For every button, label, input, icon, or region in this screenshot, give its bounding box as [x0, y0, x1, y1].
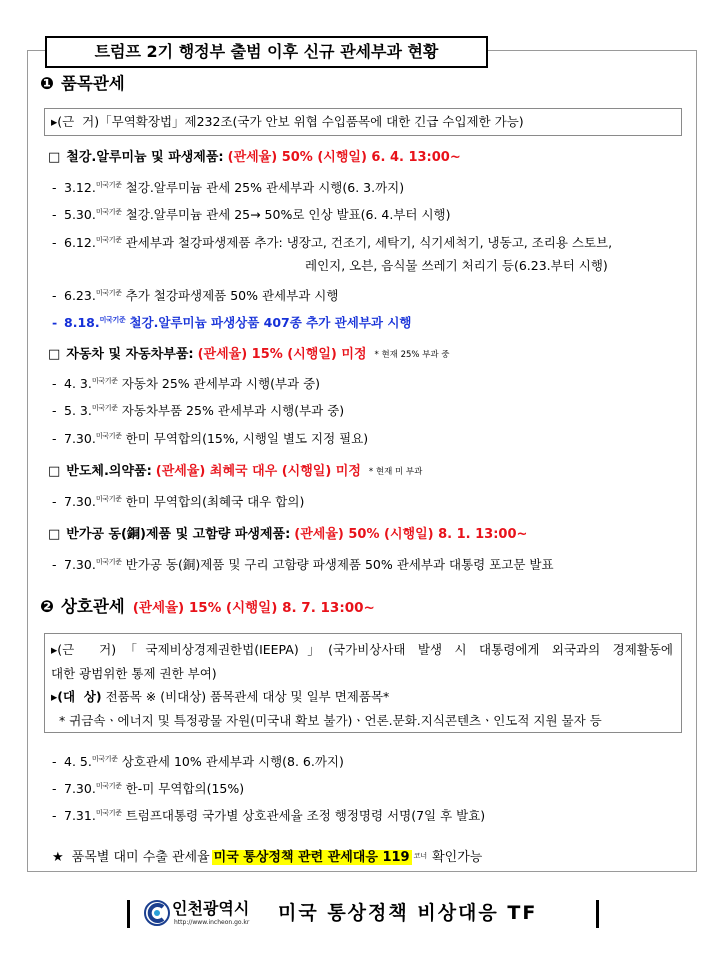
item-text: 트럼프대통령 국가별 상호관세율 조정 행정명령 서명(7일 후 발효) — [125, 808, 486, 823]
timeline-item — [52, 371, 320, 391]
org-url[interactable]: http://www.incheon.go.kr — [174, 919, 250, 926]
timeline-item — [52, 776, 244, 796]
star-icon: ★ — [52, 850, 64, 865]
item-text: 추가 철강파생제품 50% 관세부과 시행 — [125, 288, 339, 303]
notice-text: 품목별 대미 수출 관세율 — [71, 850, 210, 865]
footnote: * 귀금속ㆍ에너지 및 특정광물 자원(미국내 확보 불가)ㆍ언론.문화.지식콘텐츠ㆍ인도적 지원 물자 등 — [59, 713, 602, 728]
group-rate: (관세율) 15% (시행일) 미정 — [197, 347, 367, 362]
timeline-item — [52, 230, 612, 250]
group-header-steel — [48, 148, 461, 168]
group-note: * 현재 미 부과 — [368, 467, 423, 477]
checkbox-bullet-icon: □ — [48, 347, 61, 362]
checkbox-bullet-icon: □ — [48, 527, 61, 542]
timeline-item-highlighted — [52, 310, 411, 330]
item-date: 6.12. — [64, 235, 96, 250]
triangle-marker-icon: ▸ — [51, 114, 58, 129]
item-date: 5. 3. — [64, 403, 92, 418]
date-basis: 미국기준 — [95, 432, 122, 440]
list-marker: - — [52, 315, 58, 330]
section-rate: (관세율) 15% (시행일) 8. 7. 13:00~ — [132, 600, 375, 616]
list-marker: - — [52, 376, 57, 391]
item-date: 6.23. — [64, 288, 96, 303]
basis-text: 「국제비상경제권한법(IEEPA)」(국가비상사태 발생 시 대통령에게 외국과의 경제활동에 — [116, 642, 673, 657]
timeline-item — [52, 202, 451, 222]
item-date: 8.18. — [64, 315, 100, 330]
basis-line-1 — [51, 640, 673, 660]
basis-label: (근 거) — [57, 642, 117, 657]
page-title: 트럼프 2기 행정부 출범 이후 신규 관세부과 현황 — [45, 36, 488, 68]
date-basis: 미국기준 — [95, 782, 122, 790]
item-date: 7.30. — [64, 431, 96, 446]
timeline-item-continuation: 레인지, 오븐, 음식물 쓰레기 처리기 등(6.23.부터 시행) — [305, 258, 608, 273]
item-date: 7.30. — [64, 557, 96, 572]
list-marker: - — [52, 781, 57, 796]
item-text: 관세부과 철강파생제품 추가: 냉장고, 건조기, 세탁기, 식기세척기, 냉동고, 조리용 스토브, — [125, 235, 613, 250]
list-marker: - — [52, 403, 57, 418]
list-marker: - — [52, 431, 57, 446]
group-note: * 현재 25% 부과 중 — [374, 350, 450, 360]
timeline-item — [52, 552, 554, 572]
item-text: 반가공 동(銅)제품 및 구리 고함량 파생제품 50% 관세부과 대통령 포고문 발표 — [125, 557, 554, 572]
timeline-item — [52, 175, 404, 195]
target-line — [51, 687, 389, 707]
date-basis: 미국기준 — [95, 495, 122, 503]
timeline-item — [52, 426, 368, 446]
item-text: 자동차 25% 관세부과 시행(부과 중) — [121, 376, 321, 391]
item-text: 한미 무역합의(15%, 시행일 별도 지정 필요) — [125, 431, 369, 446]
item-text: 한미 무역합의(최혜국 대우 합의) — [125, 494, 305, 509]
date-basis: 미국기준 — [91, 377, 118, 385]
section-title: 품목관세 — [60, 74, 125, 93]
incheon-logo-icon — [144, 900, 170, 926]
task-force-name: 미국 통상정책 비상대응 TF — [278, 902, 538, 924]
list-marker: - — [52, 494, 57, 509]
date-basis: 미국기준 — [95, 236, 122, 244]
group-rate: (관세율) 최혜국 대우 (시행일) 미정 — [155, 464, 361, 479]
date-basis: 미국기준 — [95, 809, 122, 817]
triangle-marker-icon: ▸ — [51, 689, 58, 704]
list-marker: - — [52, 180, 57, 195]
timeline-item — [52, 803, 485, 823]
timeline-item — [52, 489, 304, 509]
item-date: 7.30. — [64, 494, 96, 509]
reciprocal-basis-box — [44, 633, 682, 733]
timeline-item — [52, 283, 338, 303]
date-basis: 미국기준 — [95, 208, 122, 216]
basis-line-2: 대한 광범위한 통제 권한 부여) — [51, 666, 217, 681]
item-date: 7.31. — [64, 808, 96, 823]
date-basis: 미국기준 — [99, 316, 126, 324]
group-rate: (관세율) 50% (시행일) 6. 4. 13:00~ — [227, 150, 461, 165]
footer-right-bar — [596, 900, 599, 928]
section-number: ❷ — [40, 597, 54, 616]
target-text: 전품목 ※ (비대상) 품목관세 대상 및 일부 면제품목* — [105, 689, 390, 704]
item-text: 철강.알루미늄 관세 25% 관세부과 시행(6. 3.까지) — [125, 180, 405, 195]
item-text: 철강.알루미늄 파생상품 407종 추가 관세부과 시행 — [129, 315, 412, 330]
date-basis: 미국기준 — [91, 404, 118, 412]
legal-basis-line — [51, 112, 524, 132]
group-rate: (관세율) 50% (시행일) 8. 1. 13:00~ — [294, 527, 528, 542]
item-text: 철강.알루미늄 관세 25→ 50%로 인상 발표(6. 4.부터 시행) — [125, 207, 451, 222]
group-header-copper — [48, 525, 527, 545]
timeline-item — [52, 398, 344, 418]
group-name: 반가공 동(銅)제품 및 고함량 파생제품: — [66, 527, 291, 542]
basis-text: 「무역확장법」제232조(국가 안보 위협 수입품목에 대한 긴급 수입제한 가능) — [99, 114, 524, 129]
list-marker: - — [52, 288, 57, 303]
date-basis: 미국기준 — [95, 289, 122, 297]
org-name: 인천광역시 — [172, 899, 250, 918]
footer-left-bar — [127, 900, 130, 928]
group-name: 자동차 및 자동차부품: — [66, 347, 194, 362]
section-heading-reciprocal-tariff — [40, 596, 375, 618]
group-name: 철강.알루미늄 및 파생제품: — [66, 150, 224, 165]
legal-basis-box — [44, 108, 682, 136]
item-date: 4. 5. — [64, 754, 92, 769]
item-date: 5.30. — [64, 207, 96, 222]
item-date: 7.30. — [64, 781, 96, 796]
section-title: 상호관세 — [60, 597, 125, 616]
checkbox-bullet-icon: □ — [48, 150, 61, 165]
triangle-marker-icon: ▸ — [51, 642, 58, 657]
group-header-semiconductor — [48, 462, 422, 482]
list-marker: - — [52, 207, 57, 222]
target-label: (대 상) — [57, 689, 102, 704]
timeline-item — [52, 749, 344, 769]
list-marker: - — [52, 754, 57, 769]
date-basis: 미국기준 — [95, 181, 122, 189]
list-marker: - — [52, 808, 57, 823]
notice-small-text: 코너 — [413, 852, 428, 860]
date-basis: 미국기준 — [95, 558, 122, 566]
checkbox-bullet-icon: □ — [48, 464, 61, 479]
basis-label: (근 거) — [57, 114, 100, 129]
highlighted-link-text[interactable]: 미국 통상정책 관련 관세대응 119 — [213, 850, 410, 865]
list-marker: - — [52, 235, 57, 250]
section-heading-item-tariff — [40, 73, 125, 95]
item-date: 4. 3. — [64, 376, 92, 391]
item-text: 자동차부품 25% 관세부과 시행(부과 중) — [121, 403, 345, 418]
list-marker: - — [52, 557, 57, 572]
notice-line — [52, 846, 482, 866]
item-text: 상호관세 10% 관세부과 시행(8. 6.까지) — [121, 754, 344, 769]
item-date: 3.12. — [64, 180, 96, 195]
section-number: ❶ — [40, 74, 54, 93]
date-basis: 미국기준 — [91, 755, 118, 763]
group-header-auto — [48, 345, 450, 365]
item-text: 한-미 무역합의(15%) — [125, 781, 245, 796]
group-name: 반도체.의약품: — [66, 464, 152, 479]
notice-text-after: 확인가능 — [432, 850, 483, 865]
